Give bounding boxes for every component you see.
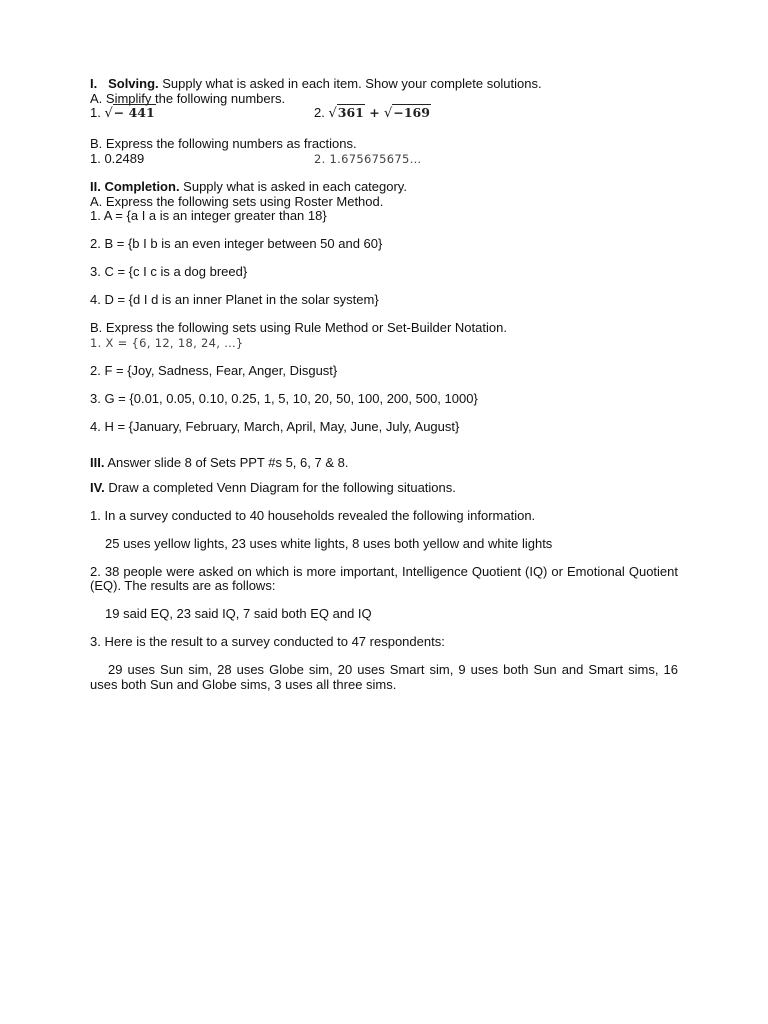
section-1-part-b-items: [90, 152, 678, 167]
item-a1: [90, 105, 156, 120]
section-3-text: Answer slide 8 of Sets PPT #s 5, 6, 7 & 8.: [104, 455, 349, 470]
section-1-heading: [90, 77, 678, 92]
worksheet: [90, 77, 678, 692]
section-2-part-a: A. Express the following sets using Roster Method.: [90, 193, 384, 209]
section-2-b1: 1. X = {6, 12, 18, 24, …}: [90, 335, 244, 350]
section-2-a3: 3. C = {c I c is a dog breed}: [90, 264, 248, 279]
venn-question-2: 2. 38 people were asked on which is more important, Intelligence Quotient (IQ) or Emotional Quotient (EQ). The results are as follows:: [90, 563, 678, 593]
section-1-part-a-items: [90, 106, 678, 123]
section-4-text: Draw a completed Venn Diagram for the following situations.: [104, 479, 456, 495]
section-2-instructions: Supply what is asked in each category.: [179, 179, 407, 194]
section-4-title: IV.: [90, 479, 105, 495]
section-2-part-b: B. Express the following sets using Rule Method or Set-Builder Notation.: [90, 320, 507, 335]
section-1-part-a: A. Simplify the following numbers.: [90, 90, 286, 106]
section-2-b2: 2. F = {Joy, Sadness, Fear, Anger, Disgust}: [90, 362, 338, 378]
item-a2: [314, 106, 431, 122]
item-a2-label: 2.: [314, 105, 325, 120]
section-2-a2: 2. B = {b I b is an even integer between 50 and 60}: [90, 236, 383, 251]
section-2-a1: 1. A = {a I a is an integer greater than 18}: [90, 208, 327, 223]
item-a2-radicand-2: −169: [393, 105, 430, 120]
venn-question-1-data: 25 uses yellow lights, 23 uses white lights, 8 uses both yellow and white lights: [105, 535, 553, 551]
venn-question-3: 3. Here is the result to a survey conducted to 47 respondents:: [90, 634, 445, 649]
radical-sign-icon: √: [384, 106, 393, 121]
item-a1-label: 1.: [90, 105, 101, 120]
section-1-title: Solving.: [108, 76, 159, 91]
radical-sign-icon: √: [328, 106, 337, 121]
item-a1-radicand: − 441: [113, 105, 155, 120]
section-1-number: I.: [90, 76, 98, 91]
section-2-title: II. Completion.: [90, 179, 180, 194]
venn-question-1: 1. In a survey conducted to 40 households revealed the following information.: [90, 507, 536, 523]
item-a1-radical: [104, 106, 155, 122]
radical-sign-icon: √: [104, 106, 113, 121]
section-1-part-b: B. Express the following numbers as fractions.: [90, 136, 357, 151]
section-4: [90, 481, 678, 496]
item-b1: 1. 0.2489: [90, 150, 145, 166]
section-2-a4: 4. D = {d I d is an inner Planet in the solar system}: [90, 292, 379, 307]
item-a2-radicand-1: 361: [337, 105, 364, 120]
item-a2-radical-1: [328, 106, 364, 122]
plus-sign: +: [364, 105, 385, 120]
section-2-b3: 3. G = {0.01, 0.05, 0.10, 0.25, 1, 5, 10, 20, 50, 100, 200, 500, 1000}: [90, 390, 478, 406]
venn-question-3-data: 29 uses Sun sim, 28 uses Globe sim, 20 uses Smart sim, 9 uses both Sun and Smart sims, 16 uses both Sun and Globe sims, 3 uses all three sims.: [90, 662, 678, 692]
item-b2: 2. 1.675675675…: [314, 151, 422, 166]
section-2-heading: [90, 180, 678, 195]
item-a2-radical-2: [384, 106, 431, 122]
section-3: [90, 456, 678, 471]
venn-question-2-data: 19 said EQ, 23 said IQ, 7 said both EQ and IQ: [105, 606, 372, 621]
section-1-instructions: Supply what is asked in each item. Show your complete solutions.: [158, 76, 542, 91]
section-2-b4: 4. H = {January, February, March, April, May, June, July, August}: [90, 418, 460, 434]
section-3-title: III.: [90, 455, 105, 470]
